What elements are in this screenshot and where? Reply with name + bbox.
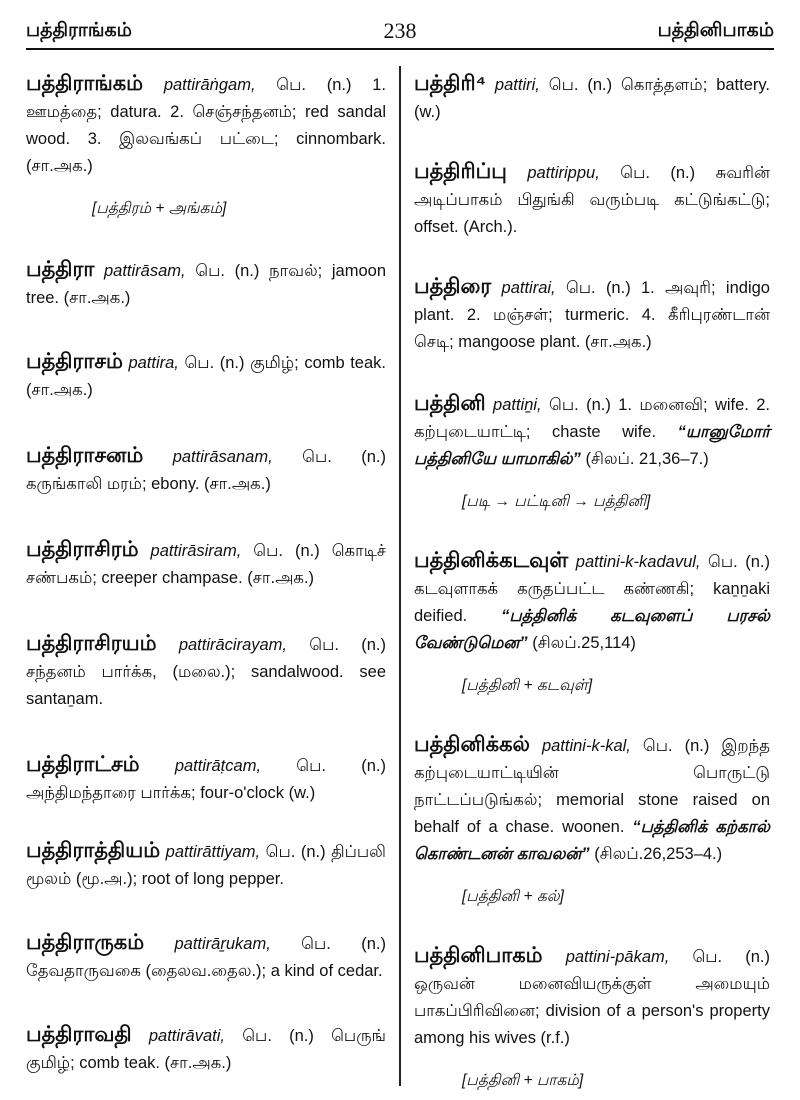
entry-headword: பத்திராசனம் [26,444,144,467]
entry-transliteration: pattirai, [501,279,556,297]
entry-definition: அந்திமந்தாரை பார்க்க; four-o'clock (w.) [26,784,316,802]
entry-part-of-speech: பெ. (n.) [276,76,352,94]
entry-headword: பத்திராவதி [26,1023,132,1046]
entry-headword: பத்திராசிரம் [26,538,139,561]
dictionary-entry [414,158,770,241]
right-column [414,70,770,1092]
entry-headword: பத்திராருகம் [26,931,145,954]
entry-definition: குமிழ்; comb teak. (சா.அக.) [26,354,386,399]
entry-definition: நாவல்; jamoon tree. (சா.அக.) [26,262,387,307]
entry-citation: (சிலப். 21,36–7.) [585,450,709,468]
dictionary-entry [26,837,386,893]
entry-definition: பெருங் குமிழ்; comb teak. (சா.அக.) [26,1027,386,1072]
entry-definition: 1. அவுரி; indigo plant. 2. மஞ்சள்; turmeric. 4. கீரிபுரண்டான் செடி; mangoose plant. (சா.அக.) [414,279,770,351]
entry-transliteration: pattini-pākam, [565,948,670,966]
dictionary-entry [26,348,386,404]
entry-headword: பத்தினி [414,392,486,415]
entry-part-of-speech: பெ. (n.) [296,757,386,775]
dictionary-entry [26,630,386,713]
entry-definition: தேவதாருவகை (தைலவ.தைல.); a kind of cedar. [26,962,383,980]
entry-citation: (சிலப்.25,114) [532,634,636,652]
entry-transliteration: pattirāṅgam, [163,76,256,94]
entry-transliteration: pattira, [128,354,179,372]
entry-definition: இறந்த கற்புடையாட்டியின் பொருட்டு நாட்டப்படுங்கல்; memorial stone raised on behalf of a chase. woonen. [414,737,770,836]
entry-part-of-speech: பெ. (n.) [309,636,386,654]
left-column [26,70,386,1077]
header-right-guide-word: பத்தினிபாகம் [657,20,774,41]
entry-headword: பத்திரிப்பு [414,160,507,183]
entry-part-of-speech: பெ. (n.) [302,448,387,466]
entry-headword: பத்திராத்தியம் [26,839,161,862]
dictionary-entry [414,547,770,657]
entry-derivation: [பத்தினி + பாகம்] [462,1072,584,1089]
entry-part-of-speech: பெ. (n.) [620,164,696,182]
entry-definition: கருங்காலி மரம்; ebony. (சா.அக.) [26,475,271,493]
entry-headword: பத்திரி⁴ [414,72,487,95]
entry-definition: கடவுளாகக் கருதப்பட்ட கண்ணகி; kaṉṉaki deified. [414,580,770,625]
entry-headword: பத்திராசிரயம் [26,632,157,655]
entry-definition: 1. மனைவி; wife. 2. கற்புடையாட்டி; chaste wife. [414,396,771,441]
header-left-guide-word: பத்திராங்கம் [26,20,132,41]
entry-transliteration: pattiri, [494,76,540,94]
entry-definition: கொத்தளம்; battery. (w.) [414,76,770,121]
dictionary-entry [414,731,770,868]
entry-definition: திப்பலி மூலம் (மூ.அ.); root of long pepper. [26,843,386,888]
entry-transliteration: pattirippu, [527,164,600,182]
entry-transliteration: pattirāṭcam, [174,757,262,775]
entry-headword: பத்தினிக்கல் [414,733,530,756]
entry-part-of-speech: பெ. (n.) [549,396,611,414]
dictionary-entry [26,70,386,180]
entry-derivation: [பத்திரம் + அங்கம்] [92,200,227,217]
dictionary-entry [26,442,386,498]
entry-headword: பத்தினிக்கடவுள் [414,549,569,572]
page-number: 238 [383,18,417,43]
entry-quotation: “யானுமோர் பத்தினியே யாமாகில்” [414,423,770,468]
entry-headword: பத்திரை [414,275,492,298]
entry-part-of-speech: பெ. (n.) [708,553,770,571]
entry-headword: பத்தினிபாகம் [414,944,543,967]
entry-part-of-speech: பெ. (n.) [265,843,326,861]
entry-quotation: “பத்தினிக் கற்கால் கொண்டனன் காவலன்” [414,818,770,863]
entry-transliteration: pattirācirayam, [178,636,288,654]
entry-transliteration: pattirāṟukam, [174,935,271,953]
entry-part-of-speech: பெ. (n.) [565,279,631,297]
entry-part-of-speech: பெ. (n.) [548,76,613,94]
entry-definition: சுவரின் அடிப்பாகம் பிதுங்கி வரும்படி கட்டுங்கட்டு; offset. (Arch.). [414,164,770,236]
dictionary-entry [414,70,770,126]
dictionary-entry [26,751,386,807]
entry-definition: சந்தனம் பார்க்க, (மலை.); sandalwood. see santaṉam. [26,663,386,708]
entry-headword: பத்திராசம் [26,350,123,373]
entry-part-of-speech: பெ. (n.) [195,262,260,280]
entry-transliteration: pattiṉi, [493,396,542,414]
dictionary-entry [26,256,386,312]
dictionary-entry [414,273,770,356]
entry-transliteration: pattini-k-kal, [541,737,631,755]
entry-transliteration: pattirāsam, [103,262,186,280]
dictionary-entry [26,929,386,985]
entry-derivation: [படி → பட்டினி → பத்தினி] [462,493,651,510]
entry-transliteration: pattirāvati, [148,1027,225,1045]
entry-derivation: [பத்தினி + கடவுள்] [462,677,593,694]
entry-transliteration: pattini-k-kadavul, [575,553,701,571]
entry-derivation: [பத்தினி + கல்] [462,888,564,905]
entry-transliteration: pattirāsanam, [172,448,273,466]
entry-part-of-speech: பெ. (n.) [184,354,245,372]
dictionary-entry [26,1021,386,1077]
entry-citation: (சிலப்.26,253–4.) [594,845,723,863]
dictionary-entry [414,390,770,473]
entry-part-of-speech: பெ. (n.) [301,935,386,953]
entry-definition: ஒருவன் மனைவியருக்குள் அமையும் பாகப்பிரிவினை; division of a person's property among his wives (r.f.) [414,975,770,1047]
entry-part-of-speech: பெ. (n.) [642,737,710,755]
entry-part-of-speech: பெ. (n.) [242,1027,314,1045]
entry-definition: 1. ஊமத்தை; datura. 2. செஞ்சந்தனம்; red sandal wood. 3. இலவங்கப் பட்டை; cinnombark. (சா.அக.) [26,76,386,175]
page-header [26,14,774,50]
column-divider [399,66,401,1086]
entry-headword: பத்திராட்சம் [26,753,140,776]
entry-transliteration: pattirāttiyam, [165,843,261,861]
dictionary-entry [414,942,770,1052]
entry-headword: பத்திரா [26,258,95,281]
entry-transliteration: pattirāsiram, [150,542,242,560]
entry-part-of-speech: பெ. (n.) [692,948,770,966]
entry-quotation: “பத்தினிக் கடவுளைப் பரசல் வேண்டுமென” [414,607,770,652]
entry-definition: கொடிச் சண்பகம்; creeper champase. (சா.அக.) [26,542,386,587]
entry-part-of-speech: பெ. (n.) [253,542,320,560]
entry-headword: பத்திராங்கம் [26,72,144,95]
dictionary-entry [26,536,386,592]
